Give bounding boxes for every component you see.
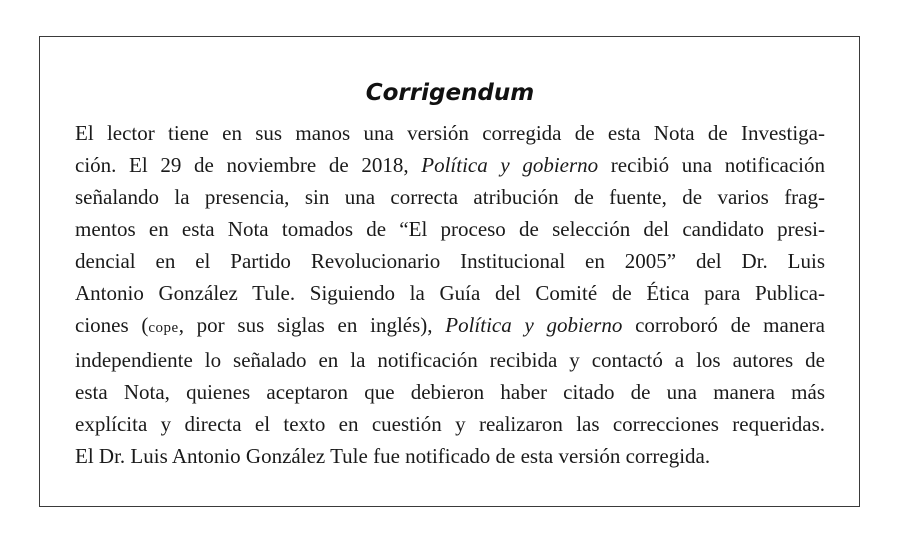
body-line: [75, 408, 825, 440]
text-run: corroboró de manera: [622, 313, 825, 337]
text-run: Antonio González Tule. Siguiendo la Guía del Comité de Ética para Publica-: [75, 281, 825, 305]
text-run: señalando la presencia, sin una correcta atribución de fuente, de varios frag-: [75, 185, 825, 209]
journal-name: Política y gobierno: [421, 153, 599, 177]
text-run: independiente lo señalado en la notificación recibida y contactó a los autores de: [75, 348, 825, 372]
text-run: ción. El 29 de noviembre de 2018,: [75, 153, 422, 177]
body-line: [75, 181, 825, 213]
body-line: [75, 213, 825, 245]
corrigendum-title: Corrigendum: [365, 80, 535, 106]
body-line: [75, 277, 825, 309]
text-run: El Dr. Luis Antonio González Tule fue notificado de esta versión corregida.: [75, 444, 711, 468]
text-run: ciones (: [75, 313, 149, 337]
body-line: [75, 440, 825, 472]
body-line: [75, 149, 825, 181]
body-line: [75, 309, 825, 344]
body-line: [75, 245, 825, 277]
corrigendum-body: [75, 117, 825, 472]
text-run: esta Nota, quienes aceptaron que debieron haber citado de una manera más: [75, 380, 825, 404]
text-run: explícita y directa el texto en cuestión y realizaron las correcciones requeridas.: [75, 412, 825, 436]
text-run: dencial en el Partido Revolucionario Institucional en 2005” del Dr. Luis: [75, 249, 825, 273]
body-line: [75, 117, 825, 149]
text-run: El lector tiene en sus manos una versión corregida de esta Nota de Investiga-: [75, 121, 825, 145]
text-run: mentos en esta Nota tomados de “El proceso de selección del candidato presi-: [75, 217, 825, 241]
body-line: [75, 376, 825, 408]
acronym-cope: cope: [148, 320, 179, 336]
text-run: recibió una notificación: [598, 153, 826, 177]
text-run: , por sus siglas en inglés),: [178, 313, 446, 337]
body-line: [75, 344, 825, 376]
journal-name: Política y gobierno: [445, 313, 623, 337]
